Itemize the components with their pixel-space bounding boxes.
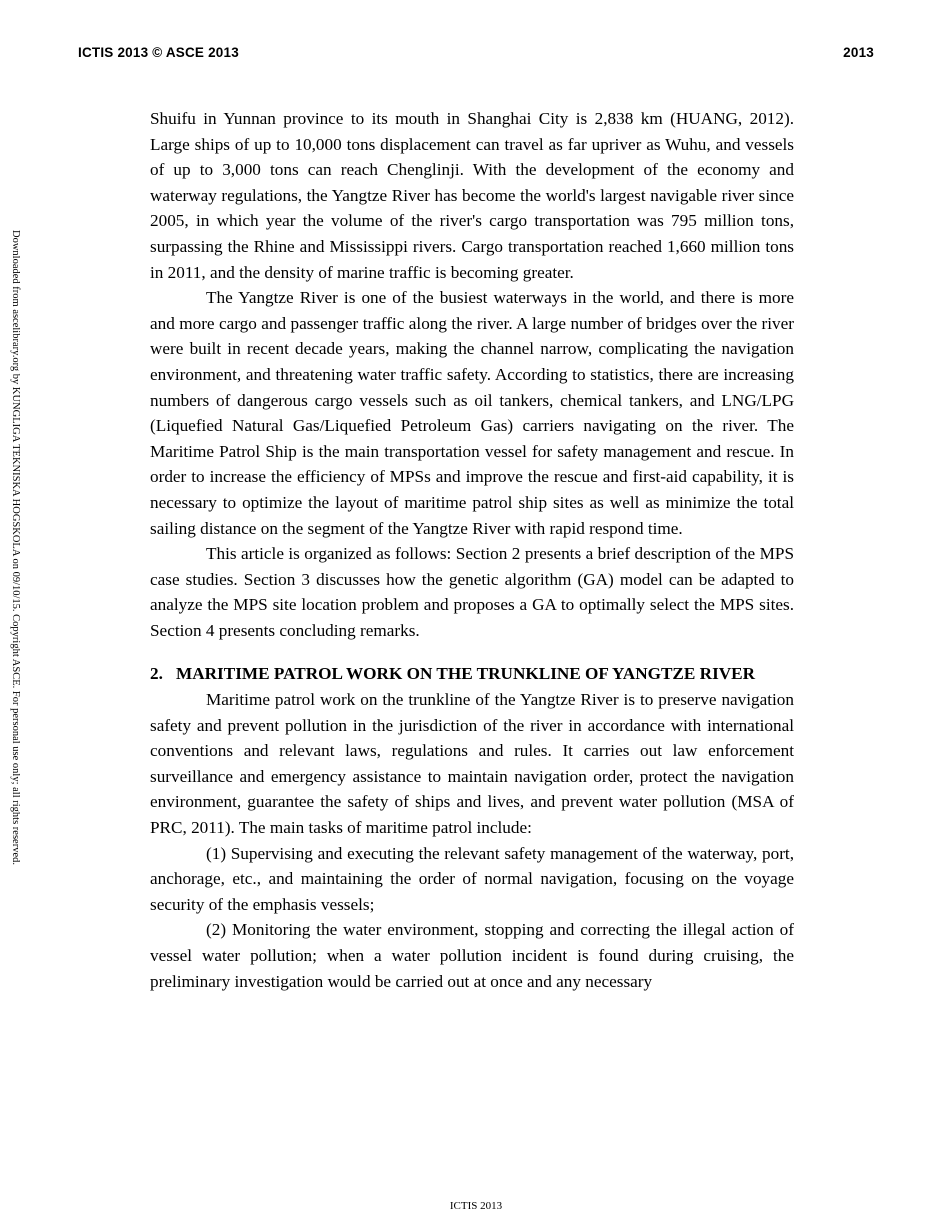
running-head <box>78 45 874 60</box>
list-item-1: (1) Supervising and executing the relevant safety management of the waterway, port, anchorage, etc., and maintaining the order of normal navigation, focusing on the voyage security of the emphasis vessels; <box>150 843 794 914</box>
section-title: MARITIME PATROL WORK ON THE TRUNKLINE OF YANGTZE RIVER <box>176 664 756 684</box>
running-head-left: ICTIS 2013 © ASCE 2013 <box>78 45 239 60</box>
body-text-column <box>150 106 794 994</box>
page-footer: ICTIS 2013 <box>449 1200 503 1212</box>
copyright-side-note: Downloaded from ascelibrary.org by KUNGLIGA TEKNISKA HOGSKOLA on 09/10/15. Copyright ASCE. For personal use only; all rights reserved. <box>10 230 21 865</box>
section-number: 2. <box>150 664 163 684</box>
paragraph-article-organization: This article is organized as follows: Section 2 presents a brief description of the MPS case studies. Section 3 discusses how the genetic algorithm (GA) model can be adapted to analyze the MPS site location problem and proposes a GA to optimally select the MPS sites. Section 4 presents concluding remarks. <box>150 544 794 640</box>
paragraph-maritime-patrol-work: Maritime patrol work on the trunkline of the Yangtze River is to preserve navigation safety and prevent pollution in the jurisdiction of the river in accordance with international conventions and relevant laws, regulations and rules. It carries out law enforcement surveillance and emergency assistance to maintain navigation order, protect the navigation environment, guarantee the safety of ships and lives, and prevent water pollution (MSA of PRC, 2011). The main tasks of maritime patrol include: <box>150 690 794 838</box>
section-heading-2 <box>150 643 794 687</box>
running-head-right: 2013 <box>843 45 874 60</box>
paragraph-yangtze-busiest: The Yangtze River is one of the busiest waterways in the world, and there is more and more cargo and passenger traffic along the river. A large number of bridges over the river were built in recent decade years, making the channel narrow, complicating the navigation environment, and threatening water traffic safety. According to statistics, there are increasing numbers of dangerous cargo vessels such as oil tankers, chemical tankers, and LNG/LPG (Liquefied Natural Gas/Liquefied Petroleum Gas) carriers navigating on the river. The Maritime Patrol Ship is the main transportation vessel for safety management and rescue. In order to increase the efficiency of MPSs and improve the rescue and first-aid capability, it is necessary to optimize the layout of maritime patrol ship sites as well as minimize the total sailing distance on the segment of the Yangtze River with rapid respond time. <box>150 288 794 538</box>
paragraph-continued: Shuifu in Yunnan province to its mouth in Shanghai City is 2,838 km (HUANG, 2012). Large ships of up to 10,000 tons displacement can travel as far upriver as Wuhu, and vessels of up to 3,000 tons can reach Chenglinji. With the development of the economy and waterway regulations, the Yangtze River has become the world's largest navigable river since 2005, in which year the volume of the river's cargo transportation was 795 million tons, surpassing the Rhine and Mississippi rivers. Cargo transportation reached 1,660 million tons in 2011, and the density of marine traffic is becoming greater. <box>150 109 794 282</box>
list-item-2: (2) Monitoring the water environment, stopping and correcting the illegal action of vessel water pollution; when a water pollution incident is found during cruising, the preliminary investigation would be carried out at once and any necessary <box>150 920 794 991</box>
